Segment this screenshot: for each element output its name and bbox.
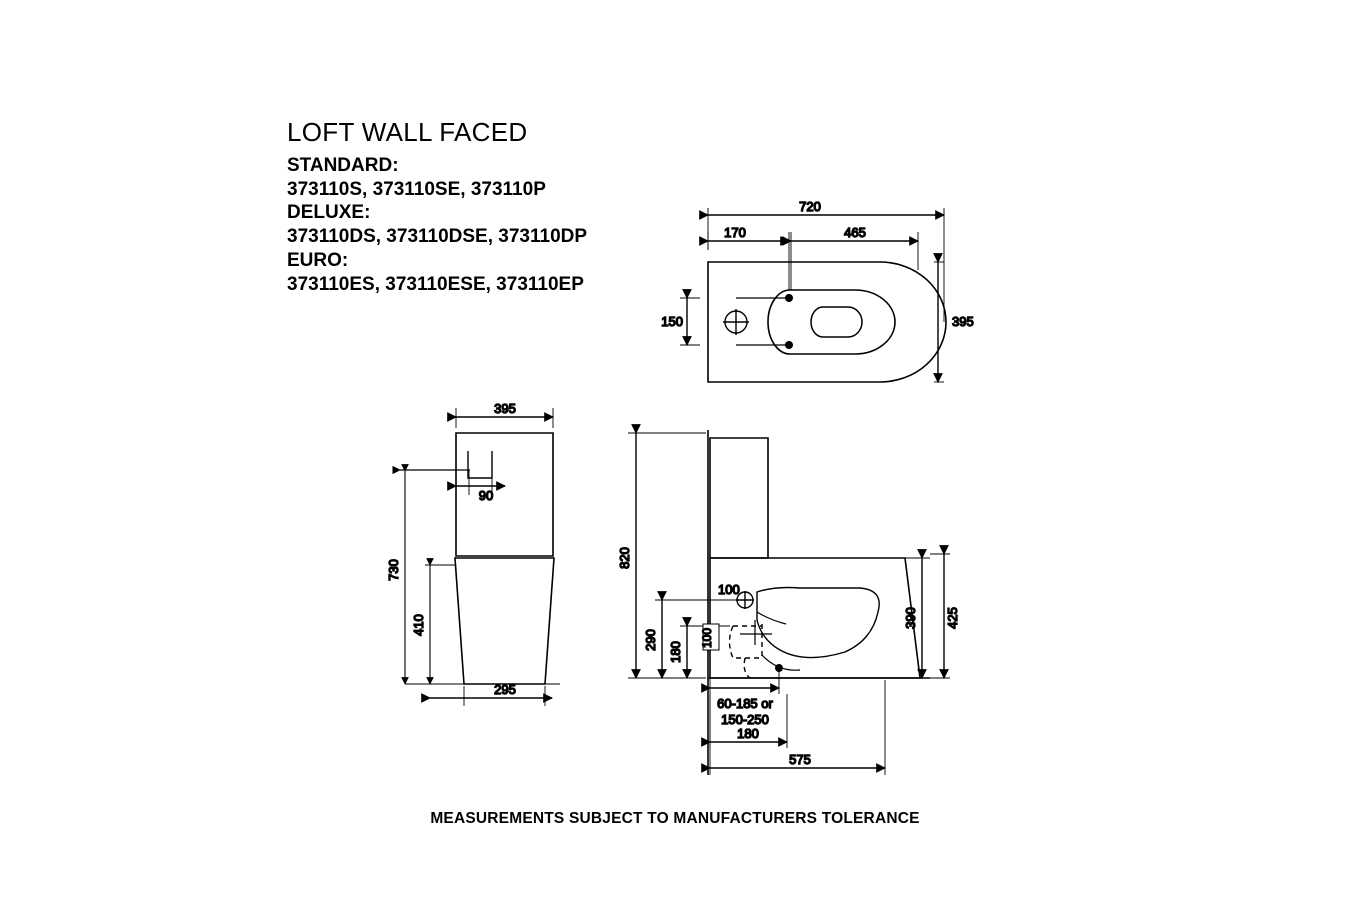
- dim-label-side-seat-height: 390: [903, 607, 918, 629]
- dim-front-base-width: [430, 682, 552, 706]
- dim-plan-inlet-height: [661, 298, 700, 345]
- side-outlet-hidden: [730, 624, 763, 678]
- dim-label-side-outlet-range-1: 60-185 or: [717, 696, 773, 711]
- dim-front-inlet-offset: [456, 470, 505, 503]
- side-bowl-detail: [757, 612, 786, 624]
- dim-label-side-outlet-low: 180: [668, 641, 683, 663]
- dim-label-side-outlet-center: 290: [643, 629, 658, 651]
- variant-codes-deluxe: 373110DS, 373110DSE, 373110DP: [287, 226, 588, 248]
- dim-label-side-inlet-height: 100: [718, 582, 740, 597]
- side-bowl-interior: [757, 588, 879, 658]
- dim-label-plan-overall-width: 720: [799, 199, 821, 214]
- footer-note: MEASUREMENTS SUBJECT TO MANUFACTURERS TOLERANCE: [430, 810, 920, 827]
- dim-plan-offset-left: [708, 225, 789, 290]
- dim-label-plan-bowl-length: 465: [844, 225, 866, 240]
- front-cistern: [456, 433, 553, 556]
- plan-inlet-marker: [723, 309, 749, 335]
- dim-label-front-overall-height: 730: [386, 559, 401, 581]
- dim-label-side-outlet-range-2: 150-250: [721, 712, 769, 727]
- variant-label-euro: EURO:: [287, 249, 349, 271]
- variant-codes-euro: 373110ES, 373110ESE, 373110EP: [287, 273, 584, 295]
- dim-side-bowl-height: [930, 554, 960, 678]
- variant-label-standard: STANDARD:: [287, 154, 399, 176]
- dim-plan-bowl-length: [791, 225, 918, 290]
- side-pan: [710, 558, 920, 678]
- dim-label-front-cistern-width: 395: [494, 401, 516, 416]
- dim-label-plan-overall-depth: 395: [952, 314, 974, 329]
- front-pan: [455, 558, 554, 684]
- variant-label-deluxe: DELUXE:: [287, 202, 371, 224]
- dim-label-side-overall-depth: 575: [789, 752, 811, 767]
- dim-label-front-bowl-height: 410: [411, 614, 426, 636]
- front-flush-button: [468, 451, 492, 478]
- side-cistern: [710, 438, 768, 558]
- dim-side-outlet-height: [700, 624, 719, 650]
- dim-plan-overall-width: [708, 199, 944, 322]
- dim-label-side-overall-height: 820: [617, 547, 632, 569]
- dim-label-front-inlet-offset: 90: [478, 488, 494, 503]
- side-elevation-view: [617, 430, 960, 775]
- dim-front-bowl-height: [411, 565, 455, 684]
- dim-label-side-outlet-height: 100: [700, 627, 714, 649]
- page-title: LOFT WALL FACED: [287, 117, 528, 147]
- dim-front-overall-height: [386, 471, 405, 684]
- dim-front-cistern-width: [456, 401, 553, 428]
- variant-codes-standard: 373110S, 373110SE, 373110P: [287, 178, 546, 200]
- dim-side-outlet-center: [643, 600, 740, 678]
- dim-label-plan-offset-left: 170: [724, 225, 746, 240]
- dim-label-front-base-width: 295: [494, 682, 516, 697]
- front-elevation-view: [386, 401, 560, 706]
- plan-flush-detail: [811, 307, 862, 337]
- dim-plan-overall-depth: [934, 262, 974, 382]
- plan-view: [661, 199, 973, 382]
- dim-label-side-setout: 180: [737, 726, 759, 741]
- dim-label-side-bowl-height: 425: [945, 607, 960, 629]
- dim-label-plan-inlet-height: 150: [661, 314, 683, 329]
- dim-side-outlet-low: [668, 626, 730, 678]
